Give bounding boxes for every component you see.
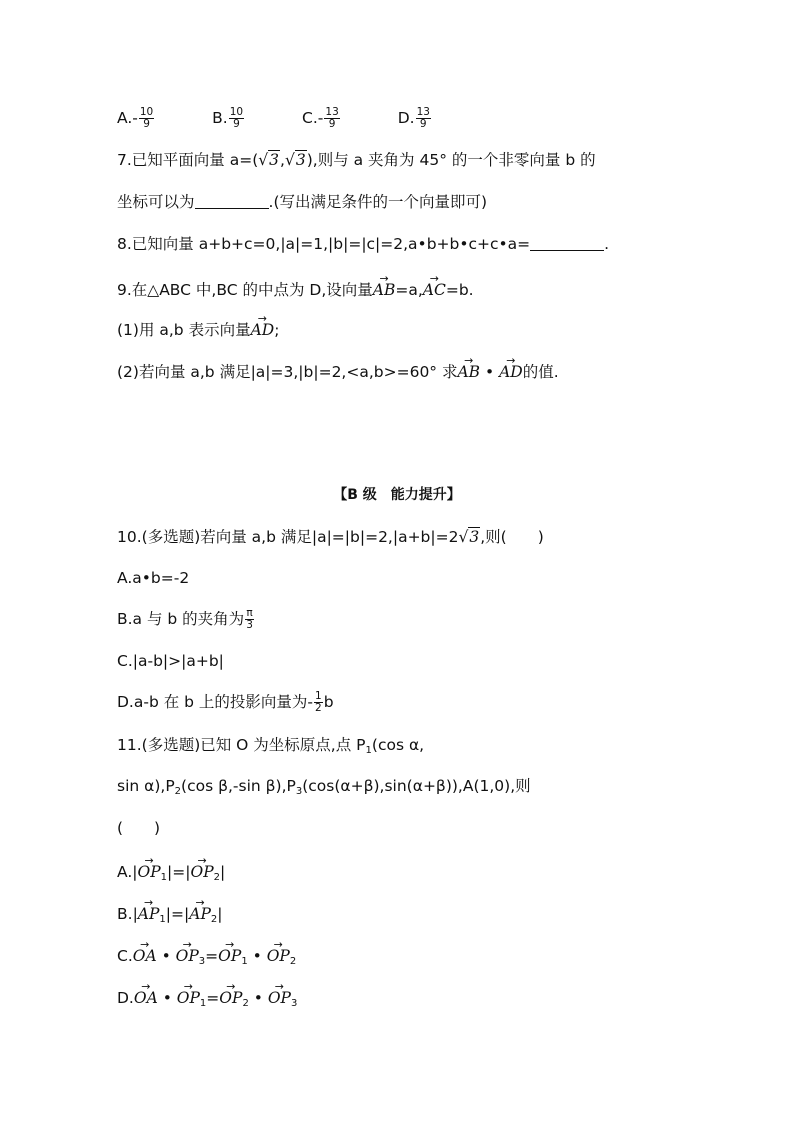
option-label: A. xyxy=(117,863,133,881)
fraction xyxy=(324,107,339,130)
fraction xyxy=(416,107,431,130)
q7-text: .(写出满足条件的一个向量即可) xyxy=(268,193,488,211)
fraction xyxy=(229,107,244,130)
denominator: 9 xyxy=(328,118,336,130)
radicand: 3 xyxy=(295,151,306,169)
numerator: 10 xyxy=(229,106,244,118)
q11-option-a xyxy=(117,860,225,890)
subscript: 3 xyxy=(198,956,206,967)
answer-blank[interactable] xyxy=(195,194,269,209)
q10-option-c: C.|a-b|>|a+b| xyxy=(117,652,224,670)
abs-bar: | xyxy=(132,905,138,923)
q9-part-1 xyxy=(117,318,279,342)
subscript: 1 xyxy=(241,956,248,967)
subscript: 3 xyxy=(295,786,303,797)
option-label: A. xyxy=(117,109,133,127)
q8-text: . xyxy=(604,235,610,253)
q6-option-c xyxy=(302,106,341,130)
subscript: 3 xyxy=(290,998,298,1009)
q11-option-c xyxy=(117,944,296,974)
subscript: 2 xyxy=(174,786,182,797)
equals: = xyxy=(205,947,219,965)
q7-line-2 xyxy=(117,190,487,214)
q9-text: 的值. xyxy=(522,363,559,381)
fraction xyxy=(139,107,154,130)
fraction xyxy=(314,691,323,714)
comma: , xyxy=(280,151,285,169)
denominator: 9 xyxy=(419,118,427,130)
denominator: 2 xyxy=(315,702,322,714)
vector-op: → OP xyxy=(268,986,291,1010)
subscript: 1 xyxy=(159,914,166,925)
section-title: 【B 级 能力提升】 xyxy=(333,487,461,503)
q9-text: (1)用 a,b 表示向量 xyxy=(117,321,251,339)
q11-line-1 xyxy=(117,733,424,763)
vector-ac: → AC xyxy=(423,278,446,302)
q10-text: D.a-b 在 b 上的投影向量为- xyxy=(117,693,314,711)
q11-text: (cos(α+β),sin(α+β)),A(1,0),则 xyxy=(302,777,531,795)
q11-text: 11.(多选题)已知 O 为坐标原点,点 P xyxy=(117,736,366,754)
fraction xyxy=(245,608,254,631)
q10-stem xyxy=(117,525,544,549)
vector-oa: → OA xyxy=(134,986,158,1010)
q10-text: B.a 与 b 的夹角为 xyxy=(117,610,245,628)
denominator: 9 xyxy=(233,118,240,130)
q6-option-a xyxy=(117,106,155,130)
option-label: D. xyxy=(397,109,415,127)
subscript: 1 xyxy=(199,998,207,1009)
vector-op: → OP xyxy=(177,986,200,1010)
q6-option-d xyxy=(398,106,432,130)
vector-op: → OP xyxy=(138,860,161,884)
q9-text: (2)若向量 a,b 满足|a|=3,|b|=2,<a,b>=60° 求 xyxy=(117,363,458,381)
sqrt: √3 xyxy=(284,151,306,169)
numerator: π xyxy=(246,607,253,619)
q9-text: =a, xyxy=(395,281,423,299)
numerator: 13 xyxy=(416,106,430,118)
sqrt: √3 xyxy=(258,151,280,169)
vector-op: → OP xyxy=(219,986,242,1010)
subscript: 2 xyxy=(289,956,297,967)
dot: • xyxy=(248,989,268,1007)
dot: • xyxy=(480,363,500,381)
q10-text: ,则( ) xyxy=(480,528,544,546)
vector-ap: → AP xyxy=(138,902,160,926)
q11-option-d xyxy=(117,986,297,1016)
q11-text: (cos α, xyxy=(371,736,425,754)
sign: - xyxy=(317,109,324,127)
abs-bar: | xyxy=(220,863,226,881)
q9-part-2 xyxy=(117,360,559,384)
q11-option-b xyxy=(117,902,223,932)
numerator: 10 xyxy=(139,106,154,118)
answer-blank[interactable] xyxy=(530,236,604,251)
abs-bar: | xyxy=(132,863,138,881)
vector-ad: → AD xyxy=(251,318,275,342)
q8-text: 8.已知向量 a+b+c=0,|a|=1,|b|=|c|=2,a•b+b•c+c•a= xyxy=(117,235,531,253)
q11-text: (cos β,-sin β),P xyxy=(181,777,296,795)
q10-option-a: A.a•b=-2 xyxy=(117,569,190,587)
q10-text: 10.(多选题)若向量 a,b 满足|a|=|b|=2,|a+b|=2 xyxy=(117,528,459,546)
q9-text: =b. xyxy=(445,281,474,299)
q7-text: ,则与 a 夹角为 45° 的一个非零向量 b 的 xyxy=(312,151,596,169)
vector-op: → OP xyxy=(190,860,213,884)
q6-options xyxy=(117,106,484,130)
vector-ab: → AB xyxy=(457,360,480,384)
option-label: D. xyxy=(117,989,134,1007)
q6-option-b xyxy=(212,106,245,130)
dot: • xyxy=(157,989,177,1007)
vector-op: → OP xyxy=(218,944,241,968)
q11-line-2 xyxy=(117,774,531,804)
subscript: 2 xyxy=(210,914,218,925)
q7-line-1 xyxy=(117,148,596,172)
q10-text: b xyxy=(323,693,334,711)
radicand: 3 xyxy=(269,151,280,169)
abs-bar: | xyxy=(167,863,173,881)
q10-option-d xyxy=(117,690,334,714)
paren: ) xyxy=(306,151,313,169)
equals: = xyxy=(171,905,185,923)
radicand: 3 xyxy=(469,528,480,546)
dot: • xyxy=(156,947,176,965)
q11-text: sin α),P xyxy=(117,777,175,795)
vector-ap: → AP xyxy=(189,902,211,926)
numerator: 13 xyxy=(325,106,339,118)
denominator: 9 xyxy=(143,118,150,130)
denominator: 3 xyxy=(246,619,253,631)
vector-ab: → AB xyxy=(373,278,396,302)
equals: = xyxy=(206,989,220,1007)
option-label: B. xyxy=(212,109,228,127)
q8-line xyxy=(117,232,609,256)
equals: = xyxy=(172,863,186,881)
sqrt: √3 xyxy=(458,528,480,546)
q10-option-b xyxy=(117,607,255,631)
q9-stem xyxy=(117,278,474,302)
q9-text: 9.在△ABC 中,BC 的中点为 D,设向量 xyxy=(117,281,373,299)
vector-ad: → AD xyxy=(499,360,523,384)
subscript: 2 xyxy=(242,998,249,1009)
vector-op: → OP xyxy=(267,944,290,968)
q9-text: ; xyxy=(274,321,280,339)
vector-op: → OP xyxy=(176,944,199,968)
q7-text: 7.已知平面向量 a=( xyxy=(117,151,259,169)
abs-bar: | xyxy=(184,905,190,923)
subscript: 1 xyxy=(160,872,168,883)
q7-text: 坐标可以为 xyxy=(117,193,195,211)
subscript: 1 xyxy=(365,745,372,756)
option-label: C. xyxy=(117,947,133,965)
sign: - xyxy=(132,109,138,127)
option-label: C. xyxy=(302,109,318,127)
option-label: B. xyxy=(117,905,133,923)
abs-bar: | xyxy=(217,905,223,923)
dot: • xyxy=(247,947,267,965)
abs-bar: | xyxy=(165,905,172,923)
q11-line-3: ( ) xyxy=(117,819,161,837)
abs-bar: | xyxy=(185,863,191,881)
vector-oa: → OA xyxy=(133,944,157,968)
numerator: 1 xyxy=(315,690,322,702)
subscript: 2 xyxy=(213,872,220,883)
